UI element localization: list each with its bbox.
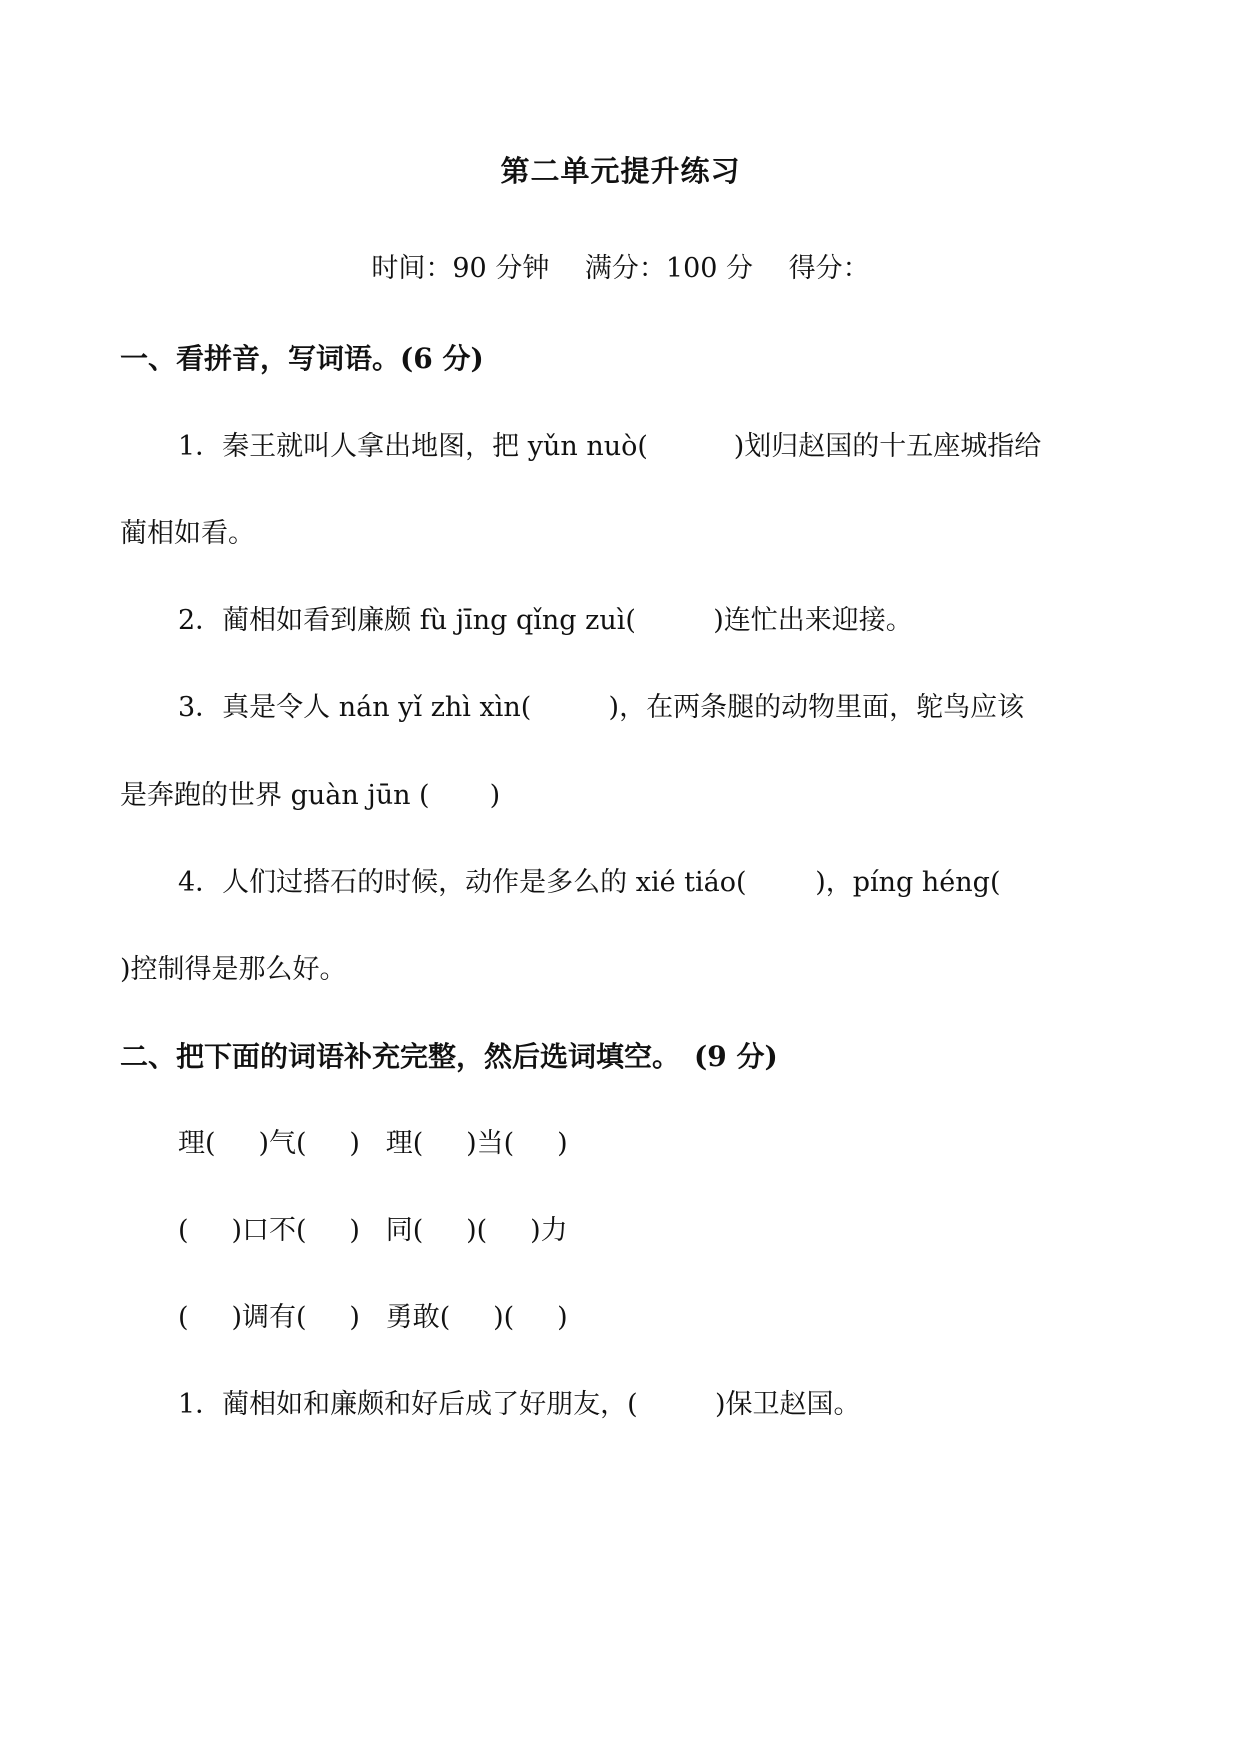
section-2-heading: 二、把下面的词语补充完整，然后选词填空。 (9 分) xyxy=(120,1040,778,1073)
exam-meta: 时间：90 分钟 满分：100 分 得分： xyxy=(371,253,870,284)
question-1-line-2: 蔺相如看。 xyxy=(120,518,255,549)
section-1-heading: 一、看拼音，写词语。(6 分) xyxy=(120,342,484,375)
question-3-line-1: 3．真是令人 nán yǐ zhì xìn( )，在两条腿的动物里面，鸵鸟应该 xyxy=(178,692,1025,723)
question-3-line-2: 是奔跑的世界 guàn jūn ( ) xyxy=(120,780,501,811)
word-fill-row-3: ( )调有( ) 勇敢( )( ) xyxy=(178,1302,568,1333)
question-4-line-1: 4．人们过搭石的时候，动作是多么的 xié tiáo( )，píng héng( xyxy=(178,867,1001,898)
question-4-line-2: )控制得是那么好。 xyxy=(120,954,347,985)
page-title: 第二单元提升练习 xyxy=(500,154,741,188)
question-2: 2．蔺相如看到廉颇 fù jīng qǐng zuì( )连忙出来迎接。 xyxy=(178,605,913,636)
question-1-line-1: 1．秦王就叫人拿出地图，把 yǔn nuò( )划归赵国的十五座城指给 xyxy=(178,431,1042,462)
word-fill-row-2: ( )口不( ) 同( )( )力 xyxy=(178,1215,568,1246)
word-fill-row-1: 理( )气( ) 理( )当( ) xyxy=(178,1128,568,1159)
section-2-question-1: 1．蔺相如和廉颇和好后成了好朋友，( )保卫赵国。 xyxy=(178,1389,861,1420)
